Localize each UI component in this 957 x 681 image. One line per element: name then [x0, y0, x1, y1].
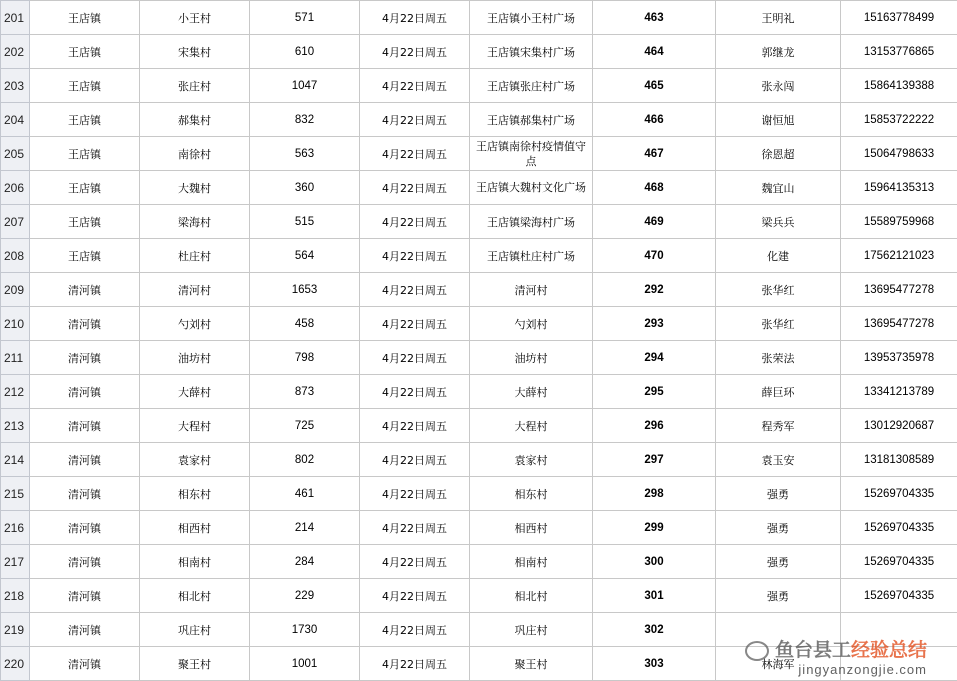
cell-village[interactable]: 巩庄村 — [140, 613, 250, 647]
cell-town[interactable]: 王店镇 — [30, 35, 140, 69]
cell-village[interactable]: 勺刘村 — [140, 307, 250, 341]
cell-town[interactable]: 王店镇 — [30, 137, 140, 171]
cell-code[interactable]: 463 — [593, 1, 716, 35]
cell-contact[interactable] — [716, 613, 841, 647]
table-row — [1, 375, 957, 409]
cell-village[interactable]: 大魏村 — [140, 171, 250, 205]
cell-date[interactable]: 4月22日周五 — [360, 443, 470, 477]
cell-phone[interactable]: 15269704335 — [841, 579, 957, 613]
row-number[interactable]: 209 — [1, 273, 30, 307]
cell-date[interactable]: 4月22日周五 — [360, 545, 470, 579]
row-number[interactable]: 214 — [1, 443, 30, 477]
cell-contact[interactable]: 强勇 — [716, 545, 841, 579]
cell-contact[interactable]: 强勇 — [716, 511, 841, 545]
cell-count[interactable]: 564 — [250, 239, 360, 273]
watermark-url: jingyanzongjie.com — [745, 662, 927, 677]
cell-site[interactable]: 相南村 — [470, 545, 593, 579]
cell-code[interactable]: 466 — [593, 103, 716, 137]
cell-site[interactable]: 袁家村 — [470, 443, 593, 477]
cell-phone[interactable]: 15269704335 — [841, 511, 957, 545]
cell-code[interactable]: 295 — [593, 375, 716, 409]
cell-code[interactable]: 292 — [593, 273, 716, 307]
table-row — [1, 205, 957, 239]
cell-date[interactable]: 4月22日周五 — [360, 409, 470, 443]
cell-phone[interactable]: 15589759968 — [841, 205, 957, 239]
cell-count[interactable]: 229 — [250, 579, 360, 613]
cell-village[interactable]: 南徐村 — [140, 137, 250, 171]
cell-town[interactable]: 王店镇 — [30, 239, 140, 273]
cell-phone[interactable]: 15853722222 — [841, 103, 957, 137]
cell-contact[interactable]: 袁玉安 — [716, 443, 841, 477]
cell-date[interactable]: 4月22日周五 — [360, 205, 470, 239]
table-row — [1, 103, 957, 137]
cell-contact[interactable]: 强勇 — [716, 477, 841, 511]
cell-count[interactable]: 1653 — [250, 273, 360, 307]
cell-code[interactable]: 464 — [593, 35, 716, 69]
table-row — [1, 545, 957, 579]
cell-site[interactable]: 王店镇小王村广场 — [470, 1, 593, 35]
cell-count[interactable]: 214 — [250, 511, 360, 545]
cell-code[interactable]: 301 — [593, 579, 716, 613]
cell-count[interactable]: 284 — [250, 545, 360, 579]
cell-count[interactable]: 832 — [250, 103, 360, 137]
cell-count[interactable]: 571 — [250, 1, 360, 35]
row-number[interactable]: 203 — [1, 69, 30, 103]
cell-site[interactable]: 相西村 — [470, 511, 593, 545]
cell-date[interactable]: 4月22日周五 — [360, 613, 470, 647]
cell-code[interactable]: 296 — [593, 409, 716, 443]
cell-code[interactable]: 465 — [593, 69, 716, 103]
cell-village[interactable]: 张庄村 — [140, 69, 250, 103]
cell-town[interactable]: 清河镇 — [30, 375, 140, 409]
cell-code[interactable]: 468 — [593, 171, 716, 205]
cell-phone[interactable]: 17562121023 — [841, 239, 957, 273]
cell-site[interactable]: 勺刘村 — [470, 307, 593, 341]
row-number[interactable]: 204 — [1, 103, 30, 137]
cell-count[interactable]: 1001 — [250, 647, 360, 681]
cell-town[interactable]: 王店镇 — [30, 103, 140, 137]
cell-count[interactable]: 610 — [250, 35, 360, 69]
cell-site[interactable]: 相东村 — [470, 477, 593, 511]
table-row — [1, 477, 957, 511]
cell-code[interactable]: 467 — [593, 137, 716, 171]
cell-village[interactable]: 郝集村 — [140, 103, 250, 137]
table-row — [1, 341, 957, 375]
cell-town[interactable]: 王店镇 — [30, 69, 140, 103]
cell-contact[interactable]: 梁兵兵 — [716, 205, 841, 239]
cell-code[interactable]: 294 — [593, 341, 716, 375]
cell-site[interactable]: 王店镇南徐村疫情值守点 — [470, 137, 593, 171]
cell-contact[interactable]: 程秀军 — [716, 409, 841, 443]
table-row — [1, 511, 957, 545]
cell-town[interactable]: 清河镇 — [30, 341, 140, 375]
table-row — [1, 579, 957, 613]
cell-phone[interactable]: 13341213789 — [841, 375, 957, 409]
table-row — [1, 69, 957, 103]
row-number[interactable]: 207 — [1, 205, 30, 239]
cell-town[interactable]: 王店镇 — [30, 1, 140, 35]
row-number[interactable]: 201 — [1, 1, 30, 35]
cell-phone[interactable]: 13181308589 — [841, 443, 957, 477]
cell-village[interactable]: 相东村 — [140, 477, 250, 511]
cell-village[interactable]: 大程村 — [140, 409, 250, 443]
cell-town[interactable]: 清河镇 — [30, 307, 140, 341]
cell-site[interactable]: 大薛村 — [470, 375, 593, 409]
cell-code[interactable]: 299 — [593, 511, 716, 545]
cell-village[interactable]: 油坊村 — [140, 341, 250, 375]
cell-village[interactable]: 大薛村 — [140, 375, 250, 409]
row-number[interactable]: 218 — [1, 579, 30, 613]
cell-village[interactable]: 杜庄村 — [140, 239, 250, 273]
cell-site[interactable]: 清河村 — [470, 273, 593, 307]
cell-phone[interactable]: 15964135313 — [841, 171, 957, 205]
cell-contact[interactable]: 强勇 — [716, 579, 841, 613]
cell-site[interactable]: 巩庄村 — [470, 613, 593, 647]
cell-date[interactable]: 4月22日周五 — [360, 69, 470, 103]
table-row — [1, 239, 957, 273]
cell-site[interactable]: 王店镇宋集村广场 — [470, 35, 593, 69]
cell-contact[interactable]: 王明礼 — [716, 1, 841, 35]
cell-village[interactable]: 袁家村 — [140, 443, 250, 477]
cell-count[interactable]: 798 — [250, 341, 360, 375]
cell-date[interactable]: 4月22日周五 — [360, 171, 470, 205]
cell-date[interactable]: 4月22日周五 — [360, 579, 470, 613]
cell-date[interactable]: 4月22日周五 — [360, 647, 470, 681]
table-row — [1, 443, 957, 477]
cell-village[interactable]: 相北村 — [140, 579, 250, 613]
cell-site[interactable]: 王店镇郝集村广场 — [470, 103, 593, 137]
cell-date[interactable]: 4月22日周五 — [360, 103, 470, 137]
cell-contact[interactable]: 张永闯 — [716, 69, 841, 103]
cell-count[interactable]: 458 — [250, 307, 360, 341]
cell-village[interactable]: 聚王村 — [140, 647, 250, 681]
cell-phone[interactable] — [841, 647, 957, 681]
cell-date[interactable]: 4月22日周五 — [360, 477, 470, 511]
cell-town[interactable]: 清河镇 — [30, 443, 140, 477]
cell-count[interactable]: 1047 — [250, 69, 360, 103]
cell-code[interactable]: 300 — [593, 545, 716, 579]
row-number[interactable]: 205 — [1, 137, 30, 171]
table-row — [1, 137, 957, 171]
cell-site[interactable]: 王店镇大魏村文化广场 — [470, 171, 593, 205]
cell-town[interactable]: 清河镇 — [30, 613, 140, 647]
cell-site[interactable]: 聚王村 — [470, 647, 593, 681]
cell-contact[interactable]: 郭继龙 — [716, 35, 841, 69]
table-body — [1, 1, 957, 681]
row-number[interactable]: 206 — [1, 171, 30, 205]
row-number[interactable]: 208 — [1, 239, 30, 273]
table-row — [1, 307, 957, 341]
cell-date[interactable]: 4月22日周五 — [360, 1, 470, 35]
cell-code[interactable]: 303 — [593, 647, 716, 681]
cell-contact[interactable]: 薛巨环 — [716, 375, 841, 409]
cell-town[interactable]: 清河镇 — [30, 579, 140, 613]
cell-phone[interactable]: 15269704335 — [841, 477, 957, 511]
cell-phone[interactable]: 13153776865 — [841, 35, 957, 69]
cell-contact[interactable]: 林海军 — [716, 647, 841, 681]
cell-phone[interactable]: 15269704335 — [841, 545, 957, 579]
cell-town[interactable]: 清河镇 — [30, 409, 140, 443]
cell-contact[interactable]: 张华红 — [716, 273, 841, 307]
table-row — [1, 171, 957, 205]
cell-phone[interactable]: 15864139388 — [841, 69, 957, 103]
cell-count[interactable]: 563 — [250, 137, 360, 171]
cell-village[interactable]: 梁海村 — [140, 205, 250, 239]
row-number[interactable]: 212 — [1, 375, 30, 409]
table-row — [1, 273, 957, 307]
watermark-brand: 鱼台县工经验总结 — [745, 635, 927, 662]
cell-town[interactable]: 清河镇 — [30, 647, 140, 681]
cell-date[interactable]: 4月22日周五 — [360, 511, 470, 545]
cell-date[interactable]: 4月22日周五 — [360, 307, 470, 341]
cell-count[interactable]: 1730 — [250, 613, 360, 647]
cell-date[interactable]: 4月22日周五 — [360, 273, 470, 307]
row-number[interactable]: 216 — [1, 511, 30, 545]
cell-town[interactable]: 清河镇 — [30, 477, 140, 511]
cell-date[interactable]: 4月22日周五 — [360, 137, 470, 171]
cell-site[interactable]: 相北村 — [470, 579, 593, 613]
row-number[interactable]: 217 — [1, 545, 30, 579]
cell-phone[interactable]: 13012920687 — [841, 409, 957, 443]
cell-code[interactable]: 302 — [593, 613, 716, 647]
cell-site[interactable]: 王店镇杜庄村广场 — [470, 239, 593, 273]
table-row — [1, 35, 957, 69]
cell-date[interactable]: 4月22日周五 — [360, 239, 470, 273]
cell-site[interactable]: 大程村 — [470, 409, 593, 443]
table-row — [1, 613, 957, 647]
cell-contact[interactable]: 徐恩超 — [716, 137, 841, 171]
cell-town[interactable]: 清河镇 — [30, 545, 140, 579]
cell-site[interactable]: 王店镇梁海村广场 — [470, 205, 593, 239]
cell-date[interactable]: 4月22日周五 — [360, 35, 470, 69]
cell-village[interactable]: 相南村 — [140, 545, 250, 579]
cell-village[interactable]: 相西村 — [140, 511, 250, 545]
cell-code[interactable]: 470 — [593, 239, 716, 273]
cell-town[interactable]: 王店镇 — [30, 171, 140, 205]
cell-count[interactable]: 802 — [250, 443, 360, 477]
cell-phone[interactable] — [841, 613, 957, 647]
cell-village[interactable]: 宋集村 — [140, 35, 250, 69]
table-row — [1, 409, 957, 443]
row-number[interactable]: 211 — [1, 341, 30, 375]
cell-code[interactable]: 293 — [593, 307, 716, 341]
cell-village[interactable]: 小王村 — [140, 1, 250, 35]
cell-phone[interactable]: 13953735978 — [841, 341, 957, 375]
cell-contact[interactable]: 谢恒旭 — [716, 103, 841, 137]
cell-contact[interactable]: 张华红 — [716, 307, 841, 341]
cell-town[interactable]: 清河镇 — [30, 511, 140, 545]
cell-count[interactable]: 873 — [250, 375, 360, 409]
cell-site[interactable]: 油坊村 — [470, 341, 593, 375]
row-number[interactable]: 202 — [1, 35, 30, 69]
cell-date[interactable]: 4月22日周五 — [360, 375, 470, 409]
cell-phone[interactable]: 13695477278 — [841, 273, 957, 307]
row-number[interactable]: 220 — [1, 647, 30, 681]
row-number[interactable]: 215 — [1, 477, 30, 511]
table-row — [1, 647, 957, 681]
cell-date[interactable]: 4月22日周五 — [360, 341, 470, 375]
cell-contact[interactable]: 魏宜山 — [716, 171, 841, 205]
row-number[interactable]: 219 — [1, 613, 30, 647]
cell-count[interactable]: 360 — [250, 171, 360, 205]
cell-phone[interactable]: 15163778499 — [841, 1, 957, 35]
cell-contact[interactable]: 张荣法 — [716, 341, 841, 375]
cell-count[interactable]: 461 — [250, 477, 360, 511]
row-number[interactable]: 213 — [1, 409, 30, 443]
cell-site[interactable]: 王店镇张庄村广场 — [470, 69, 593, 103]
cell-code[interactable]: 297 — [593, 443, 716, 477]
cell-contact[interactable]: 化建 — [716, 239, 841, 273]
cell-town[interactable]: 王店镇 — [30, 205, 140, 239]
row-number[interactable]: 210 — [1, 307, 30, 341]
cell-village[interactable]: 清河村 — [140, 273, 250, 307]
cell-phone[interactable]: 13695477278 — [841, 307, 957, 341]
cell-town[interactable]: 清河镇 — [30, 273, 140, 307]
cell-phone[interactable]: 15064798633 — [841, 137, 957, 171]
cell-count[interactable]: 725 — [250, 409, 360, 443]
cell-code[interactable]: 469 — [593, 205, 716, 239]
cell-count[interactable]: 515 — [250, 205, 360, 239]
table-row — [1, 1, 957, 35]
cell-code[interactable]: 298 — [593, 477, 716, 511]
